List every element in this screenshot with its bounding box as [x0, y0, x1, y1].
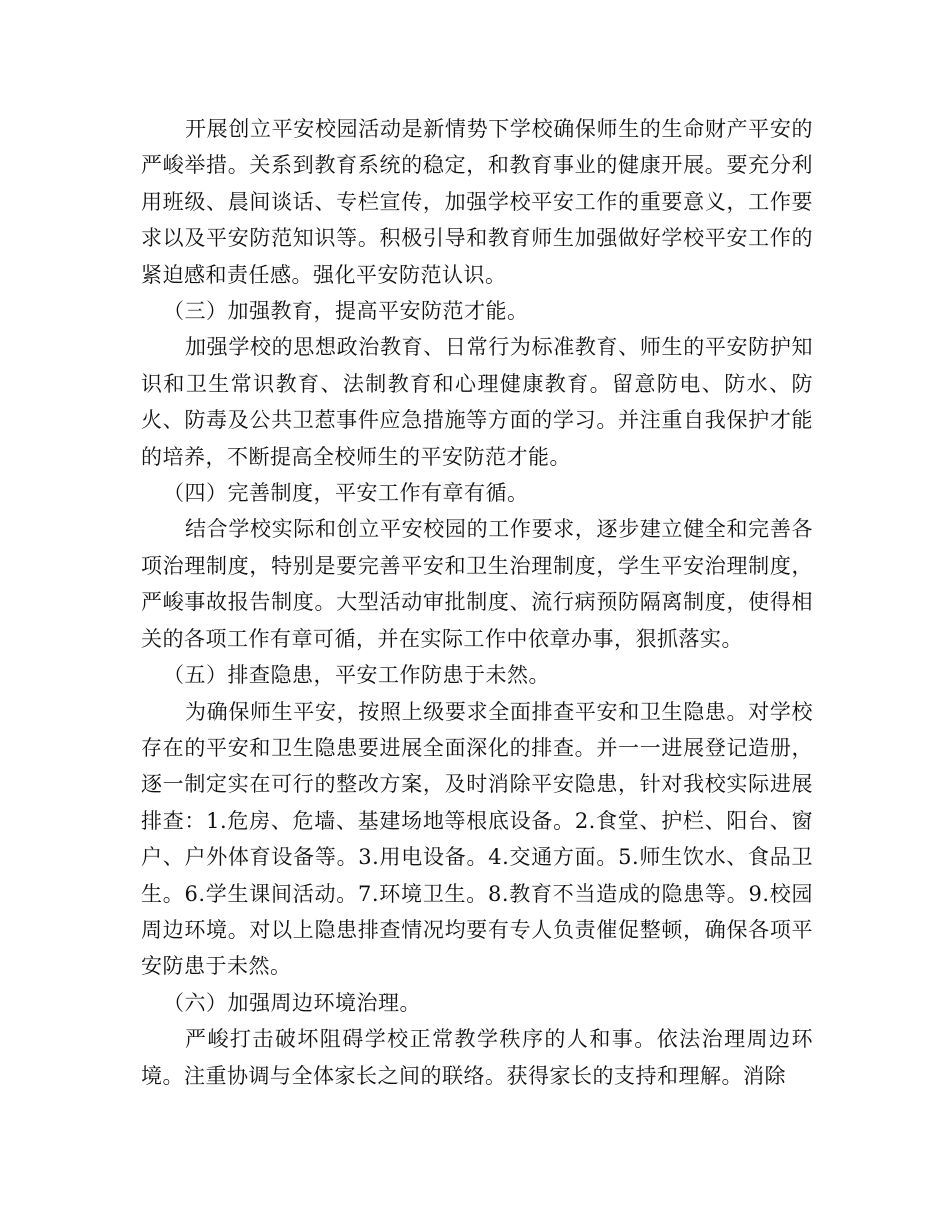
paragraph-education: 加强学校的思想政治教育、日常行为标准教育、师生的平安防护知识和卫生常识教育、法制教育和心理健康教育。留意防电、防水、防火、防毒及公共卫惹事件应急措施等方面的学习。并注重自我保护才能的培养，不断提高全校师生的平安防范才能。 [141, 335, 813, 469]
paragraph-intro: 开展创立平安校园活动是新情势下学校确保师生的生命财产平安的严峻举措。关系到教育系统的稳定，和教育事业的健康开展。要充分利用班级、晨间谈话、专栏宣传，加强学校平安工作的重要意义，工作要求以及平安防范知识等。积极引导和教育师生加强做好学校平安工作的紧迫感和责任感。强化平安防范认识。 [141, 117, 813, 287]
section-heading-4: （四）完善制度，平安工作有章有循。 [163, 481, 529, 506]
section-heading-6: （六）加强周边环境治理。 [163, 990, 421, 1015]
section-heading-3: （三）加强教育，提高平安防范才能。 [163, 299, 529, 324]
paragraph-environment: 严峻打击破坏阻碍学校正常教学秩序的人和事。依法治理周边环境。注重协调与全体家长之间的联络。获得家长的支持和理解。消除 [141, 1027, 813, 1088]
document-body [141, 111, 813, 1094]
section-heading-5: （五）排查隐患，平安工作防患于未然。 [163, 663, 550, 688]
paragraph-hazards: 为确保师生平安，按照上级要求全面排查平安和卫生隐患。对学校存在的平安和卫生隐患要进展全面深化的排查。并一一进展登记造册，逐一制定实在可行的整改方案，及时消除平安隐患，针对我校实际进展排查：1.危房、危墙、基建场地等根底设备。2.食堂、护栏、阳台、窗户、户外体育设备等。3.用电设备。4.交通方面。5.师生饮水、食品卫生。6.学生课间活动。7.环境卫生。8.教育不当造成的隐患等。9.校园周边环境。对以上隐患排查情况均要有专人负责催促整顿，确保各项平安防患于未然。 [141, 699, 813, 979]
paragraph-system: 结合学校实际和创立平安校园的工作要求，逐步建立健全和完善各项治理制度，特别是要完善平安和卫生治理制度，学生平安治理制度，严峻事故报告制度。大型活动审批制度、流行病预防隔离制度，使得相关的各项工作有章可循，并在实际工作中依章办事，狠抓落实。 [141, 517, 813, 651]
